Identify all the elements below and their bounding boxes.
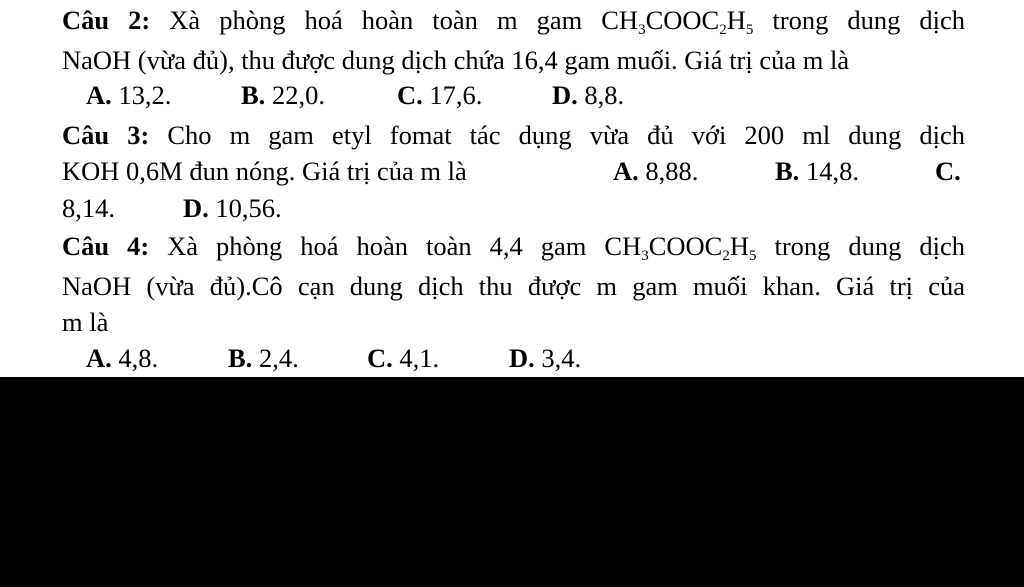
option-letter: A. — [86, 343, 112, 373]
q4-option-d — [509, 342, 581, 374]
q4-option-b — [228, 342, 299, 374]
option-letter: B. — [775, 156, 800, 186]
q3-line-2: KOH 0,6M đun nóng. Giá trị của m là — [62, 156, 467, 186]
option-letter: A. — [613, 156, 639, 186]
option-value: 17,6. — [429, 80, 483, 110]
q2-line-1 — [62, 4, 965, 36]
q4-label: Câu 4: — [62, 231, 150, 261]
q3-option-c-value: 8,14. — [62, 193, 115, 223]
q2-option-d — [552, 79, 624, 111]
q4-formula-part: H — [729, 231, 749, 261]
q4-formula — [604, 231, 757, 264]
option-letter: C. — [397, 80, 423, 110]
q2-formula — [601, 5, 754, 38]
q4-line-3: m là — [62, 307, 109, 337]
q4-option-c — [367, 342, 439, 374]
q2-formula-sub: 3 — [638, 22, 646, 38]
q2-formula-part: COOC — [645, 5, 720, 35]
q2-text-a: Xà phòng hoá hoàn toàn m gam — [169, 5, 583, 35]
q2-option-c — [397, 79, 482, 111]
q2-formula-part: H — [726, 5, 746, 35]
option-letter: B. — [228, 343, 253, 373]
q2-option-b — [241, 79, 325, 111]
q4-line-1 — [62, 230, 965, 262]
black-area — [0, 377, 1024, 587]
q2-formula-sub: 2 — [719, 22, 727, 38]
q3-text: Cho m gam etyl fomat tác dụng vừa đủ với 200 ml dung dịch — [167, 120, 966, 150]
q2-line-2: NaOH (vừa đủ), thu được dung dịch chứa 16,4 gam muối. Giá trị của m là — [62, 45, 850, 75]
option-value: 22,0. — [271, 80, 325, 110]
q2-formula-part: CH — [601, 5, 639, 35]
q2-text-b: trong dung dịch — [772, 5, 966, 35]
q3-option-b — [775, 155, 859, 187]
q4-line-2: NaOH (vừa đủ).Cô cạn dung dịch thu được m gam muối khan. Giá trị của — [62, 271, 965, 301]
option-value: 2,4. — [258, 343, 299, 373]
q3-option-c-letter — [935, 155, 961, 187]
option-value: 8,8. — [584, 80, 625, 110]
option-letter: C. — [367, 343, 393, 373]
q2-option-a — [86, 79, 171, 111]
option-value: 10,56. — [215, 193, 282, 223]
q4-option-a — [86, 342, 158, 374]
q4-text-b: trong dung dịch — [774, 231, 965, 261]
q4-formula-part: CH — [604, 231, 642, 261]
option-letter: B. — [241, 80, 266, 110]
option-value: 4,8. — [118, 343, 159, 373]
option-value: 8,88. — [645, 156, 699, 186]
option-value: 3,4. — [541, 343, 582, 373]
option-letter: A. — [86, 80, 112, 110]
q4-formula-sub: 3 — [641, 248, 649, 264]
option-value: 14,8. — [805, 156, 859, 186]
q3-line-1 — [62, 119, 965, 151]
option-value: 13,2. — [118, 80, 172, 110]
option-letter: D. — [509, 343, 535, 373]
q4-formula-part: COOC — [648, 231, 723, 261]
q3-label: Câu 3: — [62, 120, 150, 150]
q4-text-a: Xà phòng hoá hoàn toàn 4,4 gam — [167, 231, 587, 261]
option-letter: D. — [552, 80, 578, 110]
q3-option-a — [613, 155, 698, 187]
q2-formula-sub: 5 — [745, 22, 754, 38]
q4-formula-sub: 2 — [722, 248, 730, 264]
option-letter: D. — [183, 193, 209, 223]
q2-label: Câu 2: — [62, 5, 151, 35]
q4-formula-sub: 5 — [748, 248, 757, 264]
q3-option-d — [183, 192, 282, 224]
option-letter: C. — [935, 156, 961, 186]
option-value: 4,1. — [399, 343, 440, 373]
